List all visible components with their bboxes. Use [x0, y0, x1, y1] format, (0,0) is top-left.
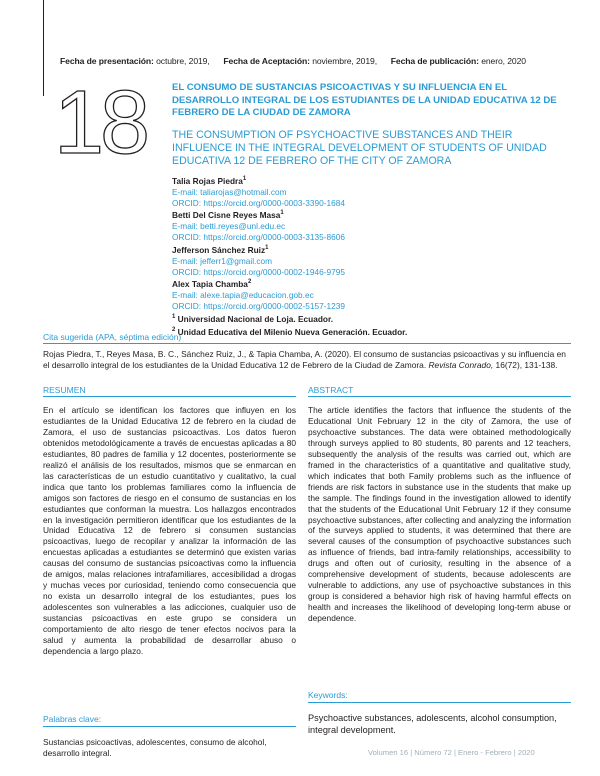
citation-text: Rojas Piedra, T., Reyes Masa, B. C., Sánchez Ruiz, J., & Tapia Chamba, A. (2020). El consumo de sustancias psicoactivas y su influencia en el desarrollo integral de los estudiantes de la Unidad Educativa 12 de Febrero de la Ciudad de Zamora. Revista Conrado, 16(72), 131-138. — [43, 349, 566, 370]
author-email: E-mail: alexe.tapia@educacion.gob.ec — [172, 290, 314, 301]
author-orcid: ORCID: https://orcid.org/0000-0003-3390-1684 — [172, 197, 345, 208]
email-link[interactable]: alexe.tapia@educacion.gob.ec — [200, 290, 314, 301]
presentation-date-value: octubre, 2019, — [156, 56, 210, 66]
author-orcid: ORCID: https://orcid.org/0000-0003-3135-8606 — [172, 232, 345, 243]
orcid-link[interactable]: https://orcid.org/0000-0002-1946-9795 — [203, 266, 345, 277]
affiliation: $^2$ Unidad Educativa del Milenio Nueva Generación. Ecuador. — [172, 326, 408, 337]
author-email: E-mail: jefferr1@gmail.com — [172, 255, 273, 266]
email-link[interactable]: taliarojas@hotmail.com — [200, 186, 287, 197]
publication-dates — [60, 56, 526, 66]
resumen-text: En el artículo se identifican los factores que influyen en los estudiantes de la Unidad Educativa 12 de febrero en la ciudad de Zamora, el uso de sustancias psicoactivas. Los datos fueron obtenidos metodológicamente a través de encuestas aplicadas a 80 estudiantes, 80 padres de familia y 12 docentes, posteriormente se realizó el análisis de los resultados, mismos que se enmarcan en las características de un estudio cuantitativo y cualitativo, la cual indica que tanto los problemas familiares como la influencia de amigos son factores de riesgo en el consumo de sustancias en los estudiantes que conforman la muestra. Los hallazgos encontrados en la investigación permitieron identificar que los estudiantes de la Unidad Educativa 12 de febrero si consumen sustancias psicoactivas, luego de recopilar y analizar la información de las encuestas aplicadas a estudiantes se determinó que existen varias causas del consumo de sustancias psicoactivas como la influencia de amigos, malas relaciones intrafamiliares, accesibilidad a drogas y muchas veces por curiosidad, teniendo como consecuencia que no exista un desarrollo integral de los estudiantes, pues los adolescentes son vulnerables a las adicciones, cualquier uso de sustancias psicoactivas en este grupo se considera un comportamiento de alto riesgo de tener efectos nocivos para la salud y aumenta la probabilidad de desarrollar abuso o dependencia a largo plazo. — [43, 405, 296, 656]
orcid-link[interactable]: https://orcid.org/0000-0003-3135-8606 — [203, 232, 345, 243]
abstract-heading: ABSTRACT — [308, 385, 354, 395]
author-name: Jefferson Sánchez Ruiz$^1$ — [172, 244, 269, 255]
resumen-heading: RESUMEN — [43, 385, 86, 395]
email-link[interactable]: jefferr1@gmail.com — [200, 255, 273, 266]
author-entry — [172, 277, 572, 311]
citation-label: Cita sugerida (APA, séptima edición) — [43, 332, 182, 342]
orcid-link[interactable]: https://orcid.org/0000-0002-5157-1239 — [203, 301, 345, 312]
acceptance-date-label: Fecha de Aceptación: — [223, 56, 310, 66]
acceptance-date-value: noviembre, 2019, — [312, 56, 377, 66]
palabras-clave-heading: Palabras clave: — [43, 714, 102, 724]
author-email: E-mail: betti.reyes@unl.edu.ec — [172, 221, 286, 232]
abstract-rule — [308, 396, 571, 397]
author-email: E-mail: taliarojas@hotmail.com — [172, 186, 287, 197]
article-number: 18 — [54, 73, 147, 173]
citation-journal: Revista Conrado, — [428, 360, 494, 370]
email-link[interactable]: betti.reyes@unl.edu.ec — [200, 221, 286, 232]
author-orcid: ORCID: https://orcid.org/0000-0002-5157-1239 — [172, 301, 345, 312]
author-block — [172, 174, 572, 337]
palabras-clave-rule — [43, 726, 296, 727]
keywords-rule — [308, 702, 571, 703]
resumen-rule — [43, 396, 296, 397]
author-name: Talia Rojas Piedra$^1$ — [172, 175, 247, 186]
keywords-heading: Keywords: — [308, 690, 348, 700]
author-orcid: ORCID: https://orcid.org/0000-0002-1946-9795 — [172, 266, 345, 277]
page-footer: Volumen 16 | Número 72 | Enero - Febrero | 2020 — [368, 748, 535, 757]
presentation-date-label: Fecha de presentación: — [60, 56, 154, 66]
author-entry — [172, 243, 572, 277]
title-english: THE CONSUMPTION OF PSYCHOACTIVE SUBSTANCES AND THEIR INFLUENCE IN THE INTEGRAL DEVELOPMENT OF STUDENTS OF UNIDAD EDUCATIVA 12 DE FEBRERO OF THE CITY OF ZAMORA — [172, 129, 547, 167]
title-spanish: EL CONSUMO DE SUSTANCIAS PSICOACTIVAS Y SU INFLUENCIA EN EL DESARROLLO INTEGRAL DE LOS ESTUDIANTES DE LA UNIDAD EDUCATIVA 12 DE FEBRERO DE LA CIUDAD DE ZAMORA — [172, 82, 557, 118]
citation-rule — [43, 343, 571, 344]
author-entry — [172, 174, 572, 208]
keywords-text: Psychoactive substances, adolescents, alcohol consumption, integral development. — [308, 713, 557, 735]
author-name: Alex Tapia Chamba$^2$ — [172, 279, 252, 290]
vertical-rule — [43, 0, 44, 96]
author-entry — [172, 208, 572, 242]
abstract-text: The article identifies the factors that influence the students of the Educational Unit February 12 in the city of Zamora, the use of psychoactive substances. The data were obtained methodologically through surveys applied to 80 students, 80 parents and 12 teachers, subsequently the analysis of the results was carried out, which are framed in the characteristics of a quantitative and qualitative study, which indicates that both Family problems such as the influence of friends are risk factors in substance use in the students that make up the sample. The findings found in the investigation allowed to identify that the students of the Educational Unit February 12 if they consume psychoactive substances, after collecting and analyzing the information of the surveys applied to students, it was determined that there are several causes of the consumption of psychoactive substances such as influence of friends, bad intra-family relationships, accessibility to drugs and often out of curiosity, resulting in the absence of a comprehensive development of students, because adolescents are vulnerable to addictions, any use of psychoactive substances in this group is considered a behavior high risk of having harmful effects on health and increases the likelihood of developing long-term abuse or dependence. — [308, 405, 571, 624]
publication-date-value: enero, 2020 — [481, 56, 526, 66]
orcid-link[interactable]: https://orcid.org/0000-0003-3390-1684 — [203, 197, 345, 208]
palabras-clave-text: Sustancias psicoactivas, adolescentes, consumo de alcohol, desarrollo integral. — [43, 737, 267, 758]
author-name: Betti Del Cisne Reyes Masa$^1$ — [172, 210, 284, 221]
affiliation: $^1$ Universidad Nacional de Loja. Ecuador. — [172, 313, 334, 324]
publication-date-label: Fecha de publicación: — [390, 56, 479, 66]
